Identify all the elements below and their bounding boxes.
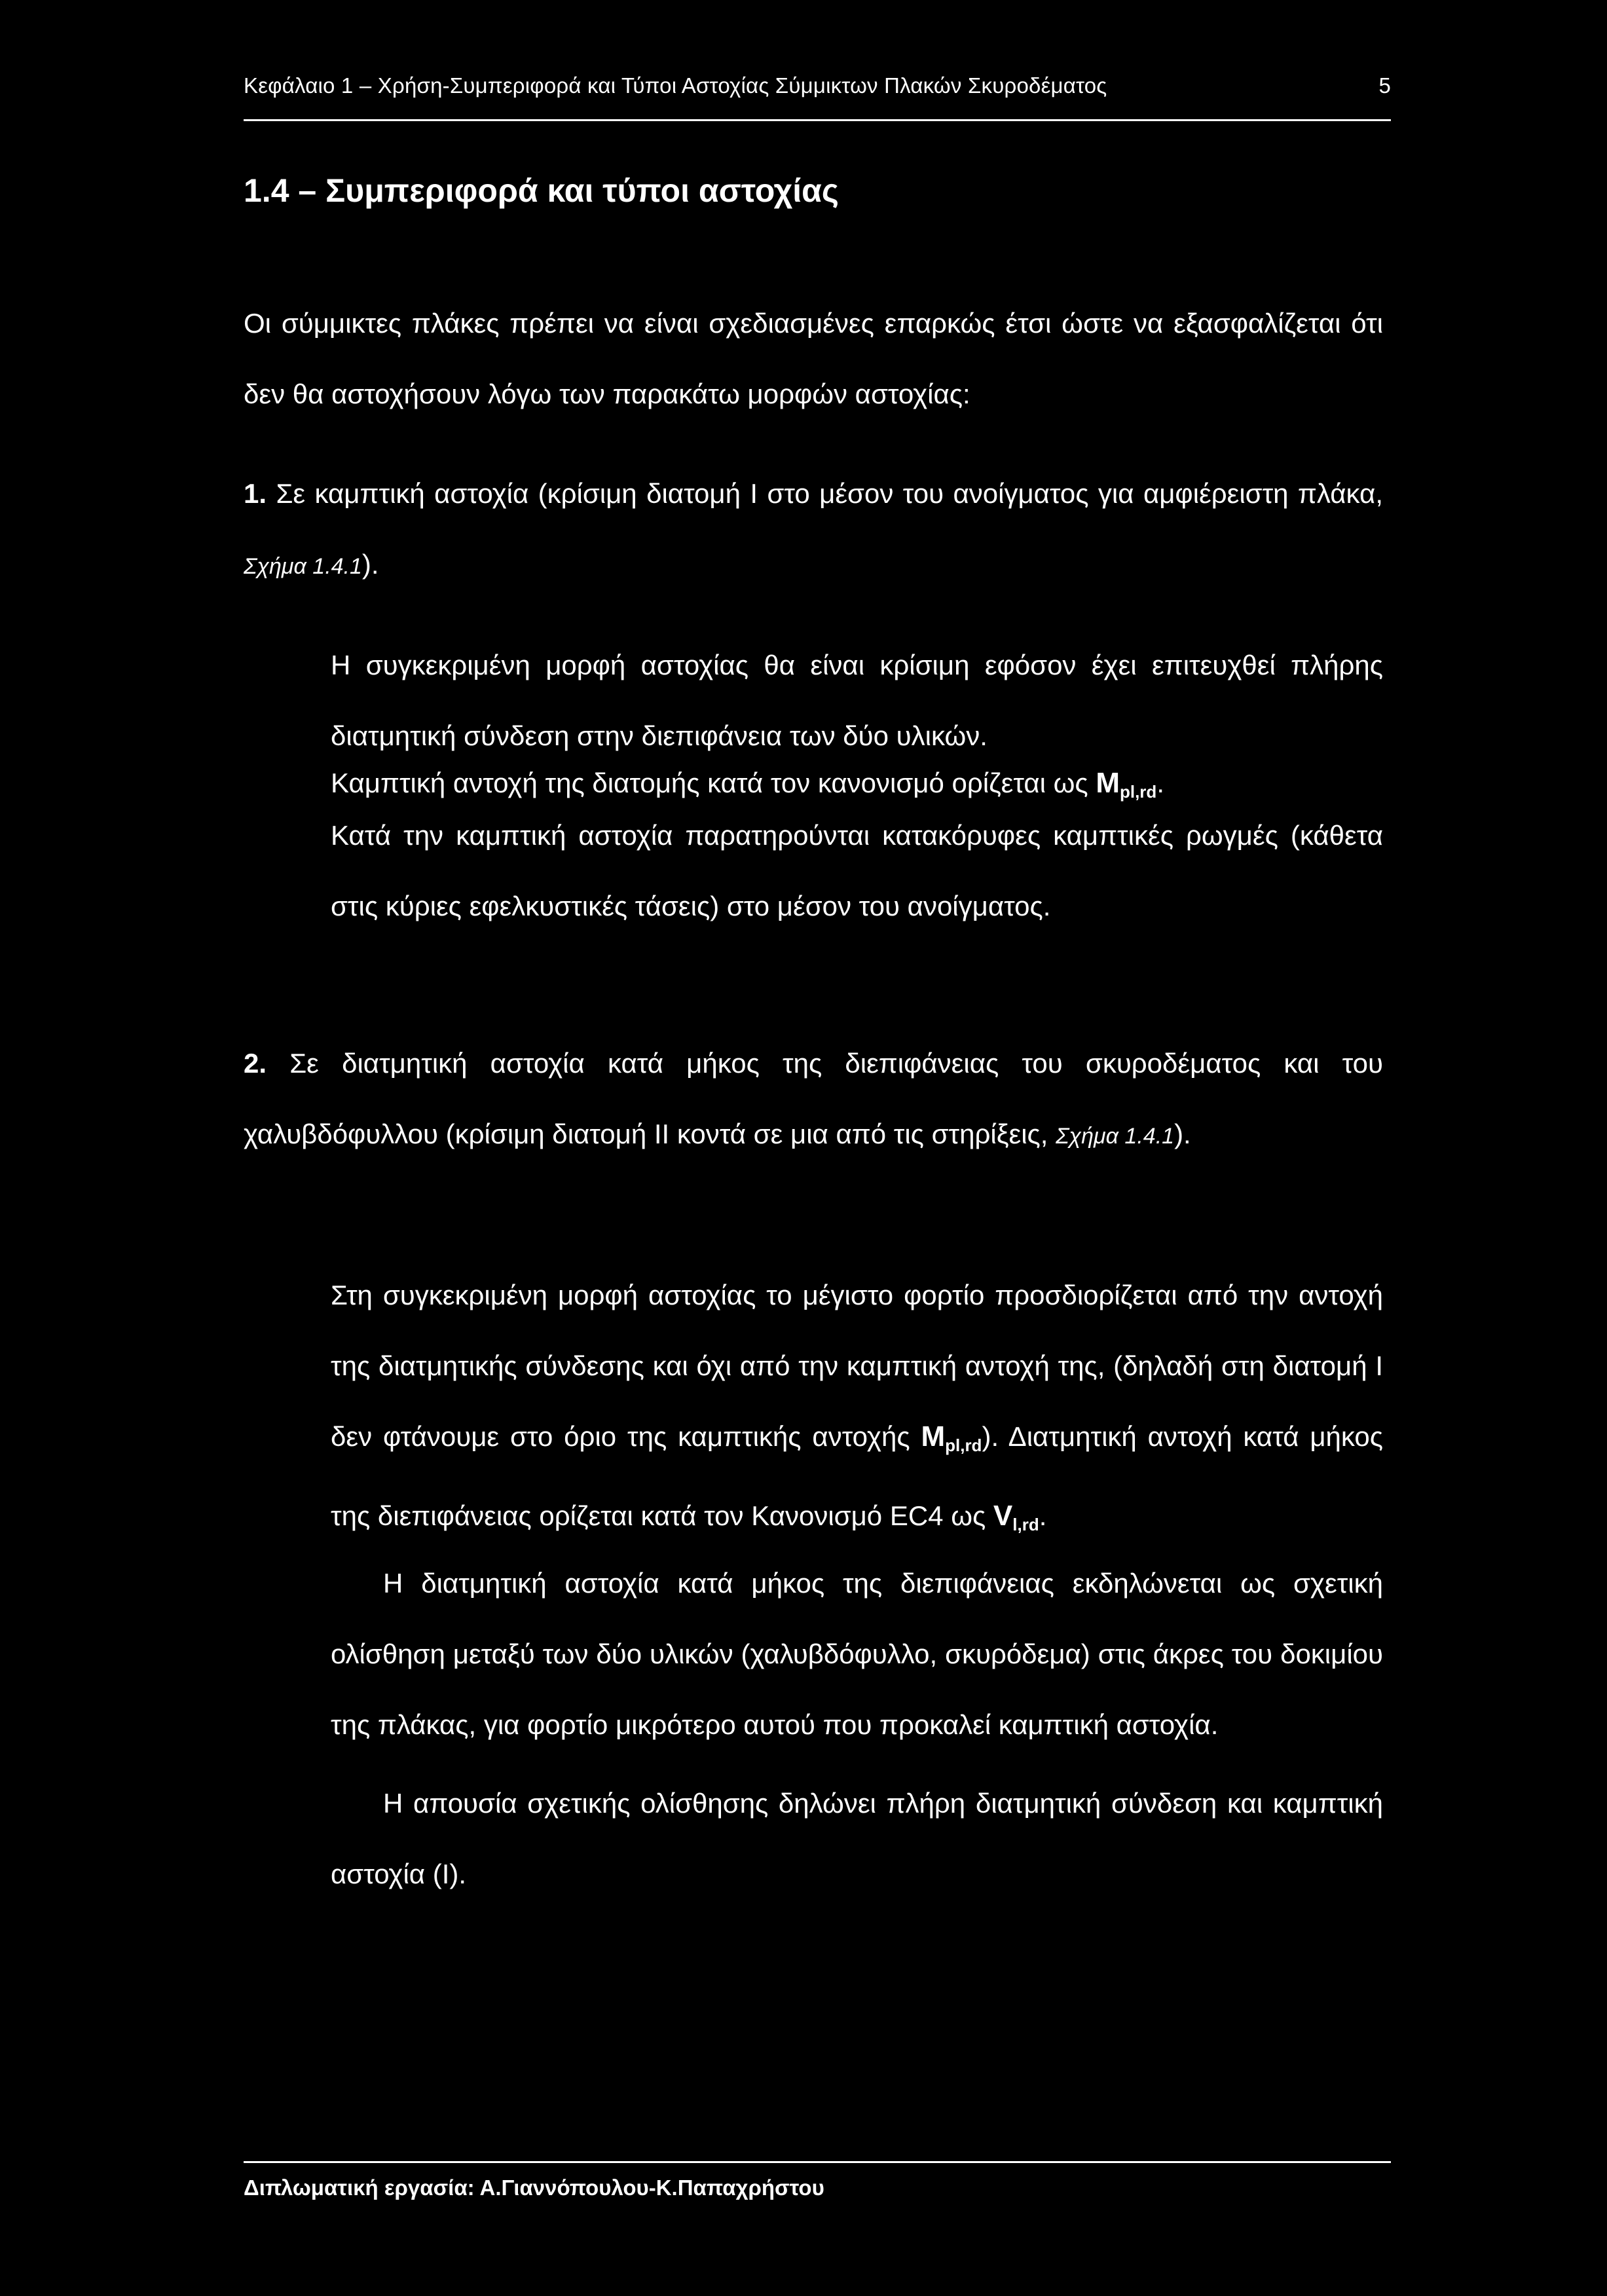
item2-paragraph-1-tail: . xyxy=(1039,1500,1047,1531)
section-title: 1.4 – Συμπεριφορά και τύποι αστοχίας xyxy=(244,172,839,209)
list-item-1-number: 1. xyxy=(244,478,267,509)
list-item-1-tail: ). xyxy=(361,549,379,580)
moment-symbol-2: M xyxy=(921,1420,946,1453)
shear-subscript: l,rd xyxy=(1012,1515,1039,1534)
moment-symbol: M xyxy=(1096,767,1120,799)
figure-reference-2: Σχήμα 1.4.1 xyxy=(1056,1124,1175,1149)
item2-paragraph-2-text: Η διατμητική αστοχία κατά μήκος της διεπιφάνειας εκδηλώνεται ως σχετική ολίσθηση μεταξύ των δύο υλικών (χαλυβδόφυλλο, σκυρόδεμα) στις άκρες του δοκιμίου της πλάκας, για φορτίο μικρότερο αυτού που προκαλεί καμπτική αστοχία. xyxy=(331,1568,1383,1740)
footer-rule xyxy=(244,2161,1391,2163)
list-item-2-text: Σε διατμητική αστοχία κατά μήκος της διεπιφάνειας του σκυροδέματος και του χαλυβδόφυλλου (κρίσιμη διατομή II κοντά σε μια από τις στηρίξεις, xyxy=(244,1048,1383,1149)
item2-paragraph-1-text-b: ). Διατμητική αντοχή κατά μήκος της διεπιφάνειας ορίζεται κατά τον Κανονισμό EC4 ως xyxy=(331,1421,1384,1531)
item2-paragraph-1 xyxy=(331,1260,1383,1560)
item2-paragraph-3 xyxy=(331,1768,1383,1910)
header-title: Κεφάλαιο 1 – Χρήση-Συμπεριφορά και Τύποι Αστοχίας Σύμμικτων Πλακών Σκυροδέματος xyxy=(244,73,1107,98)
item2-paragraph-2 xyxy=(331,1548,1383,1760)
moment-subscript-2: pl,rd xyxy=(945,1435,982,1455)
list-item-2-number: 2. xyxy=(244,1048,267,1079)
header-rule xyxy=(244,119,1391,121)
list-item-2-tail: ). xyxy=(1174,1119,1191,1149)
item1-paragraph-2-text: Καμπτική αντοχή της διατομής κατά τον κανονισμό ορίζεται ως xyxy=(331,768,1088,798)
item1-paragraph-2-tail: . xyxy=(1156,768,1164,798)
item1-paragraph-3 xyxy=(331,800,1383,942)
figure-reference-1: Σχήμα 1.4.1 xyxy=(244,554,362,579)
item2-paragraph-1-text-a: Στη συγκεκριμένη μορφή αστοχίας το μέγιστο φορτίο προσδιορίζεται από την αντοχή της διατμητικής σύνδεσης και όχι από την καμπτική αντοχή της, (δηλαδή στη διατομή I δεν φτάνουμε στο όριο της καμπτικής αντοχής xyxy=(331,1280,1383,1452)
item1-paragraph-1-text: Η συγκεκριμένη μορφή αστοχίας θα είναι κρίσιμη εφόσον έχει επιτευχθεί πλήρης διατμητική σύνδεση στην διεπιφάνεια των δύο υλικών. xyxy=(331,650,1383,751)
item2-paragraph-3-text: Η απουσία σχετικής ολίσθησης δηλώνει πλήρη διατμητική σύνδεση και καμπτική αστοχία (I). xyxy=(331,1788,1383,1889)
shear-symbol: V xyxy=(993,1500,1013,1532)
intro-text: Οι σύμμικτες πλάκες πρέπει να είναι σχεδιασμένες επαρκώς έτσι ώστε να εξασφαλίζεται ότι δεν θα αστοχήσουν λόγω των παρακάτω μορφών αστοχίας: xyxy=(244,308,1383,409)
list-item-2 xyxy=(244,1028,1383,1172)
page-number: 5 xyxy=(1378,73,1391,98)
list-item-1 xyxy=(244,458,1383,602)
moment-subscript: pl,rd xyxy=(1119,782,1157,802)
list-item-1-text: Σε καμπτική αστοχία (κρίσιμη διατομή I στο μέσον του ανοίγματος για αμφιέρειστη πλάκα, xyxy=(276,478,1383,509)
item1-paragraph-3-text: Κατά την καμπτική αστοχία παρατηρούνται κατακόρυφες καμπτικές ρωγμές (κάθετα στις κύριες εφελκυστικές τάσεις) στο μέσον του ανοίγματος. xyxy=(331,820,1383,921)
running-header xyxy=(244,73,1391,98)
intro-paragraph xyxy=(244,288,1383,430)
running-footer: Διπλωματική εργασία: Α.Γιαννόπουλου-Κ.Παπαχρήστου xyxy=(244,2176,824,2200)
